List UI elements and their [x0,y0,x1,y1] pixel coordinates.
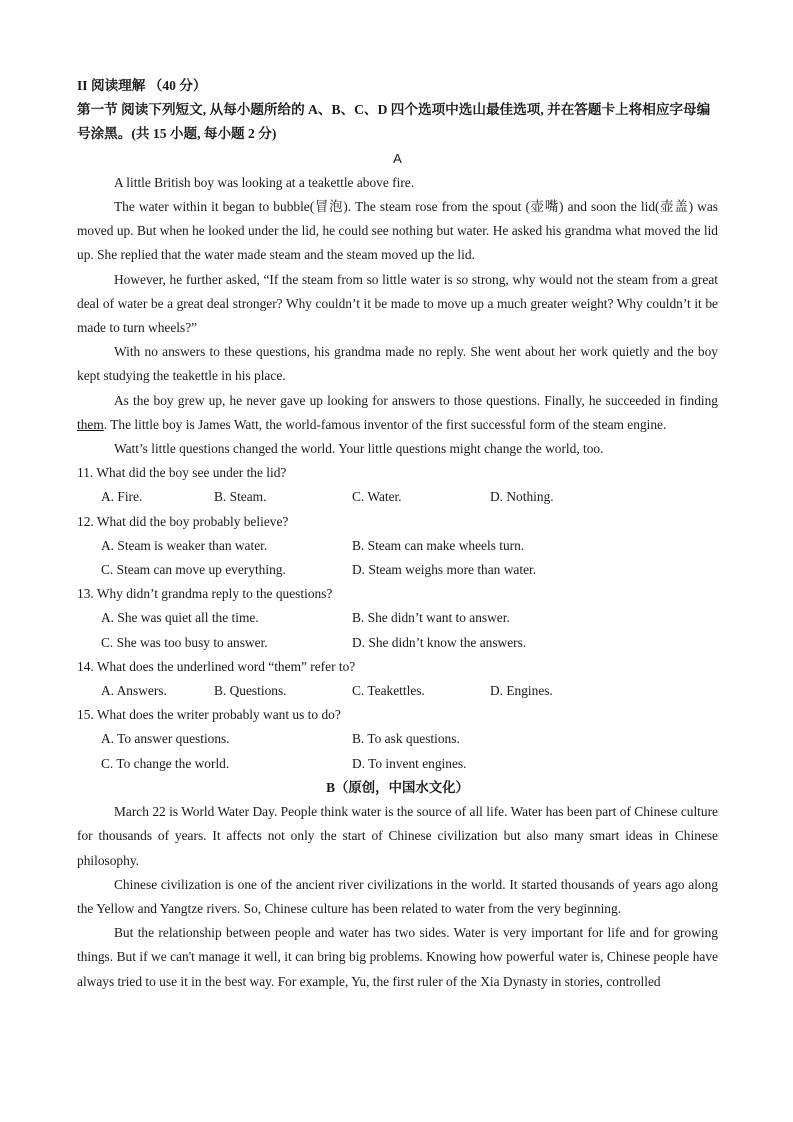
question-stem: 14. What does the underlined word “them” refer to? [77,658,356,674]
section-title: II 阅读理解 （40 分） [77,78,207,93]
option-b[interactable]: B. To ask questions. [352,731,460,747]
option-a[interactable]: A. To answer questions. [101,731,230,747]
question-14 [77,655,718,703]
question-12 [77,510,718,583]
option-c[interactable]: C. Teakettles. [352,683,425,699]
passage-a-paragraph: Watt’s little questions changed the world. Your little questions might change the world, too. [114,441,604,457]
passage-b [77,800,718,994]
option-a[interactable]: A. Steam is weaker than water. [101,537,268,553]
passage-b-paragraph: But the relationship between people and water has two sides. Water is very important for life and for growing things. But if we can't manage it well, it can bring big problems. Knowing how powerful water is, Chinese people have always tried to use it in the best way. For example, Yu, the first ruler of the Xia Dynasty in stories, controlled [77,925,718,989]
question-stem: 11. What did the boy see under the lid? [77,465,287,481]
exam-page [77,74,718,994]
option-c[interactable]: C. To change the world. [101,755,230,771]
passage-a [77,171,718,461]
option-c[interactable]: C. Steam can move up everything. [101,562,286,578]
option-a[interactable]: A. Fire. [101,489,143,505]
options [77,727,718,775]
passage-b-label: B（原创，中国水文化） [326,779,469,795]
option-a[interactable]: A. Answers. [101,683,167,699]
question-13 [77,582,718,655]
options [77,534,718,582]
passage-a-paragraph: With no answers to these questions, his grandma made no reply. She went about her work quietly and the boy kept studying the teakettle in his place. [77,344,718,384]
passage-a-label: A [393,150,402,166]
option-b[interactable]: B. Steam can make wheels turn. [352,537,525,553]
passage-a-paragraph: However, he further asked, “If the steam from so little water is so strong, why would not the steam from a great deal of water be a great deal stronger? Why couldn’t it be made to move up a much greater weight? Why couldn’t it be made to turn wheels?” [77,271,718,336]
options [77,606,718,654]
instructions: 第一节 阅读下列短文, 从每小题所给的 A、B、C、D 四个选项中选山最佳选项, 并在答题卡上将相应字母编号涂黑。(共 15 小题, 每小题 2 分) [77,102,711,142]
option-b[interactable]: B. Steam. [214,489,267,505]
options [77,679,718,703]
option-c[interactable]: C. She was too busy to answer. [101,634,268,650]
underlined-word: them [77,416,104,432]
option-c[interactable]: C. Water. [352,489,402,505]
passage-a-paragraph [77,389,718,437]
passage-a-paragraph: The water within it began to bubble(冒泡). The steam rose from the spout (壶嘴) and soon the lid(壶盖) was moved up. But when he looked under the lid, he could see nothing but water. He asked his grandma what moved the lid up. She replied that the water made steam and the steam moved up the lid. [77,199,718,263]
option-d[interactable]: D. Engines. [490,683,553,699]
text-after: . The little boy is James Watt, the world-famous inventor of the first successful form of the steam engine. [103,416,667,432]
passage-a-paragraph: A little British boy was looking at a teakettle above fire. [114,174,415,190]
text-before: As the boy grew up, he never gave up looking for answers to those questions. Finally, he succeeded in finding [114,392,718,408]
option-d[interactable]: D. To invent engines. [352,755,467,771]
options [77,485,718,509]
question-stem: 13. Why didn’t grandma reply to the questions? [77,586,333,602]
option-b[interactable]: B. She didn’t want to answer. [352,610,510,626]
option-d[interactable]: D. She didn’t know the answers. [352,634,527,650]
option-b[interactable]: B. Questions. [214,683,287,699]
question-stem: 15. What does the writer probably want us to do? [77,707,341,723]
option-d[interactable]: D. Nothing. [490,489,554,505]
question-11 [77,461,718,509]
question-15 [77,703,718,776]
question-stem: 12. What did the boy probably believe? [77,513,289,529]
passage-b-paragraph: March 22 is World Water Day. People think water is the source of all life. Water has been part of Chinese culture for thousands of years. It affects not only the start of Chinese civilization but also many smart ideas in Chinese philosophy. [77,804,718,868]
passage-b-paragraph: Chinese civilization is one of the ancient river civilizations in the world. It started thousands of years ago along the Yellow and Yangtze rivers. So, Chinese culture has been related to water from the very beginning. [77,876,718,916]
option-a[interactable]: A. She was quiet all the time. [101,610,259,626]
option-d[interactable]: D. Steam weighs more than water. [352,562,537,578]
